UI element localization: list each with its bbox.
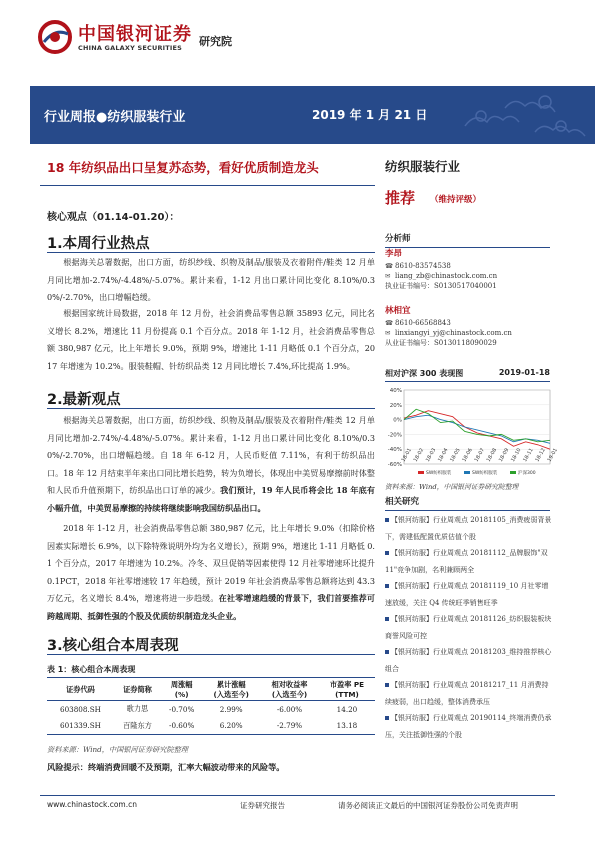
rating-label: 推荐 [385,189,416,207]
analyst-phone: ☎ 8610-66568843 [385,319,451,327]
x-tick-label: 18-06 [461,447,474,463]
section-divider [47,408,375,409]
related-research-item[interactable] [385,611,553,644]
related-research-text: 【银河纺服】行业周观点 20181217_11 月消费持续疲弱，出口趋缓，整体消费承压 [385,681,549,706]
related-research-item[interactable] [385,512,553,545]
bullet-icon [385,650,389,654]
cell-code: 601339.SH [60,721,101,731]
table-header-row [47,680,375,701]
section-title-hot: 1.本周行业热点 [47,236,150,252]
risk-warning: 风险提示：终端消费回暖不及预期，汇率大幅波动带来的风险等。 [47,762,285,772]
x-tick-label: 18-09 [497,447,511,463]
legend-swatch [510,471,516,474]
legend-swatch [418,471,424,474]
report-headline: 18 年纺织品出口呈复苏态势，看好优质制造龙头 [47,160,319,175]
table-row [47,718,375,735]
report-banner [30,86,595,144]
bullet-icon [385,551,389,555]
y-tick-label: -60% [387,462,402,468]
emphasis-text: 我们预计，19 年人民币将会比 18 年底有小幅升值，中美贸易摩擦的持续将继续影响我国纺织品出口。 [47,485,375,513]
footer-center: 证券研究报告 [240,801,285,810]
chart-title [385,368,550,379]
related-research-item[interactable] [385,677,553,710]
related-research-text: 【银河纺服】行业周观点 20181119_10 月社零增速放缓，关注 Q4 传统旺季销售旺季 [385,582,549,607]
related-research-text: 【银河纺服】行业周观点 20181105_消费疲弱背景下，需建低配置优质估值个股 [385,516,552,541]
table-source: 资料来源：Wind，中国银河证券研究院整理 [47,745,188,754]
table-caption: 表 1：核心组合本周表现 [47,665,136,674]
footer-disclaimer: 请务必阅读正文最后的中国银河证券股份公司免责声明 [338,801,518,810]
paragraph-text: 根据海关总署数据，出口方面，纺织纱线、织物及制品/服装及衣着附件/鞋类 12 月单月同比增加-2.74%/-4.48%/-5.07%。累计来看，1-12 月出口累计同比变化 8.10%/0.30%/-2.70%，出口增幅趋缓。自 18 年 6-12 月，人民币贬值 7.11%，有利于纺织品出口。18 年 12 月结束半年来出口同比增长趋势，转为负增长，体现出中美贸易摩擦前时体整和人民币升值预期下，纺织品出口订单的减少。 [47,415,375,496]
email-icon: ✉ [385,272,391,280]
analyst-email[interactable]: ✉ linxiangyi_yj@chinastock.com.cn [385,329,512,337]
y-tick-label: -40% [387,447,402,454]
analyst-email[interactable]: ✉ liang_zb@chinastock.com.cn [385,272,498,280]
core-view-label: 核心观点（01.14-01.20）： [47,212,180,223]
x-tick-label: 18-01 [400,447,413,463]
related-research-item[interactable] [385,644,553,677]
footer-url[interactable]: www.chinastock.com.cn [47,800,137,809]
table-row [47,701,375,718]
x-tick-label: 18-03 [424,447,438,463]
header-code: 证券代码 [66,685,95,694]
paragraph: 根据国家统计局数据，2018 年 12 月份，社会消费品零售总额 35893 亿元，同比名义增长 8.2%，增速比 11 月份提高 0.1 个百分点。2018 年 1-12 月，社会消费品零售总额 380,987 亿元，比上年增长 9.0%，预期 9%，增速比 1-11 月略低 0.1 个百分点，2017 年增速为 10.2%。服装鞋帽、针纺织品类 12 月同比增长 7.4%,环比提高 1.9%。 [47,308,375,371]
analyst-header: 分析师 [385,232,550,248]
series-line-2 [404,409,550,442]
table-top-rule [47,677,375,678]
paragraph-text: 2018 年 1-12 月，社会消费品零售总额 380,987 亿元，比上年增长 9.0%（扣除价格因素实际增长 6.9%，以下除特殊说明外均为名义增长），预期 9%，增速比 1-11 月略低 0.1 个百分点，2017 年增速为 10.2%。冷冬、双旦促销等因素使得 12 月社零增速环比提升 0.1PCT，2018 年社零增速较 17 年趋缓，预计 2019 年社会消费品零售总额将达到 43.3 万亿元，名义增长 8.4%，增速将进一步趋缓。 [47,523,375,604]
related-research-list [385,512,553,743]
x-tick-label: 18-02 [412,447,426,463]
analyst-phone: ☎ 8610-83574538 [385,262,451,270]
paragraph-with-emphasis [47,412,375,518]
section-divider [47,654,375,655]
cell-pe: 13.18 [336,721,358,731]
analyst-cert: 执业证书编号：S0130517040001 [385,282,497,290]
header-pe: 市盈率 PE (TTM) [329,680,365,699]
phone-icon: ☎ [385,319,394,327]
analyst-card [385,247,555,291]
paragraph-with-emphasis [47,520,375,626]
x-tick-label: 18-10 [510,447,523,463]
cell-cum: 2.99% [219,704,243,714]
related-research-text: 【银河纺服】行业周观点 20181203_维持推荐核心组合 [385,648,552,673]
cell-pe: 14.20 [336,704,358,714]
x-tick-label: 18-08 [485,447,499,463]
bullet-icon [385,518,389,522]
y-tick-label: 40% [389,388,402,394]
galaxy-logo-icon [38,20,72,54]
emphasis-text: 在社零增速趋缓的背景下，我们首要推荐可跨越周期、抵御性强的个股及优质纺织制造龙头企业。 [47,593,375,621]
header-name: 证券简称 [123,685,152,694]
bullet-icon [385,716,389,720]
institute-label: 研究院 [199,35,232,48]
industry-label: 纺织服装行业 [385,159,461,174]
analyst-card [385,304,555,348]
rating-note: （维持评级） [430,195,482,205]
related-research-item[interactable] [385,578,553,611]
bullet-icon [385,617,389,621]
headline-divider [40,185,375,186]
bullet-icon [385,584,389,588]
paragraph: 根据海关总署数据，出口方面，纺织纱线、织物及制品/服装及衣着附件/鞋类 12 月单月同比增加-2.74%/-4.48%/-5.07%。累计来看，1-12 月出口累计同比变化 8.10%/0.30%/-2.70%，出口增幅趋缓。 [47,257,375,303]
legend-swatch [464,471,470,474]
report-date: 2019 年 1 月 21 日 [312,108,428,122]
cell-cum: 6.20% [219,721,243,731]
x-tick-label: 18-04 [437,447,450,463]
relative-performance-chart [380,384,559,479]
cell-rel: -6.00% [276,704,303,714]
x-tick-label: 18-11 [522,447,535,463]
cell-weekly: -0.60% [169,721,195,731]
header-cum: 累计涨幅 (入选至今) [213,680,249,699]
y-tick-label: -20% [387,432,402,439]
chart-source: 资料来源：Wind，中国银河证券研究院整理 [385,483,519,491]
related-research-text: 【银河纺服】行业周观点 20190114_终端消费仍承压，关注抵御性强的个股 [385,714,552,739]
section-divider [47,252,375,253]
related-research-text: 【银河纺服】行业周观点 20181112_品牌服饰"双 11"竞争加剧，名利兼顾两全 [385,549,548,574]
analyst-cert: 从业证书编号：S0130118090029 [385,339,497,347]
portfolio-table [47,680,375,735]
x-tick-label: 18-07 [473,447,486,463]
bullet-icon [385,683,389,687]
legend-label: 沪深300 [518,471,536,476]
analyst-name: 林相宜 [385,306,411,316]
legend-label: SW纺织服装 [472,471,498,476]
related-header: 相关研究 [385,495,550,511]
header-weekly: 周涨幅 (%) [170,680,193,699]
header-rel: 相对收益率 (入选至今) [271,680,308,699]
cell-code: 603808.SH [60,704,101,714]
phone-icon: ☎ [385,262,394,270]
company-name-cn: 中国银河证券 [78,24,192,45]
email-icon: ✉ [385,329,391,337]
cell-name: 百隆东方 [123,720,152,730]
section-title-latest: 2.最新观点 [47,392,121,408]
company-name-en: CHINA GALAXY SECURITIES [78,44,183,52]
cell-rel: -2.79% [276,721,303,731]
legend-label: SW纺织服装 [426,471,452,476]
related-research-item[interactable] [385,710,553,743]
y-tick-label: 0% [393,417,402,424]
chart-date: 2019-01-18 [498,368,550,377]
analyst-name: 李昂 [385,249,403,259]
related-research-text: 【银河纺服】行业周观点 20181126_纺织服装板块商誉风险可控 [385,615,552,640]
cell-weekly: -0.70% [169,704,195,714]
related-research-item[interactable] [385,545,553,578]
x-tick-label: 18-12 [534,447,547,463]
x-tick-label: 19-01 [546,447,559,463]
cell-name: 歌力思 [126,704,149,714]
report-type: 行业周报●纺织服装行业 [44,110,186,125]
chart-divider [385,381,550,382]
x-tick-label: 18-05 [449,447,462,463]
y-tick-label: 20% [389,402,402,409]
section-title-portfolio: 3.核心组合本周表现 [47,638,179,654]
chart-title-text: 相对沪深 300 表现图 [385,369,464,378]
footer-divider [40,795,555,796]
